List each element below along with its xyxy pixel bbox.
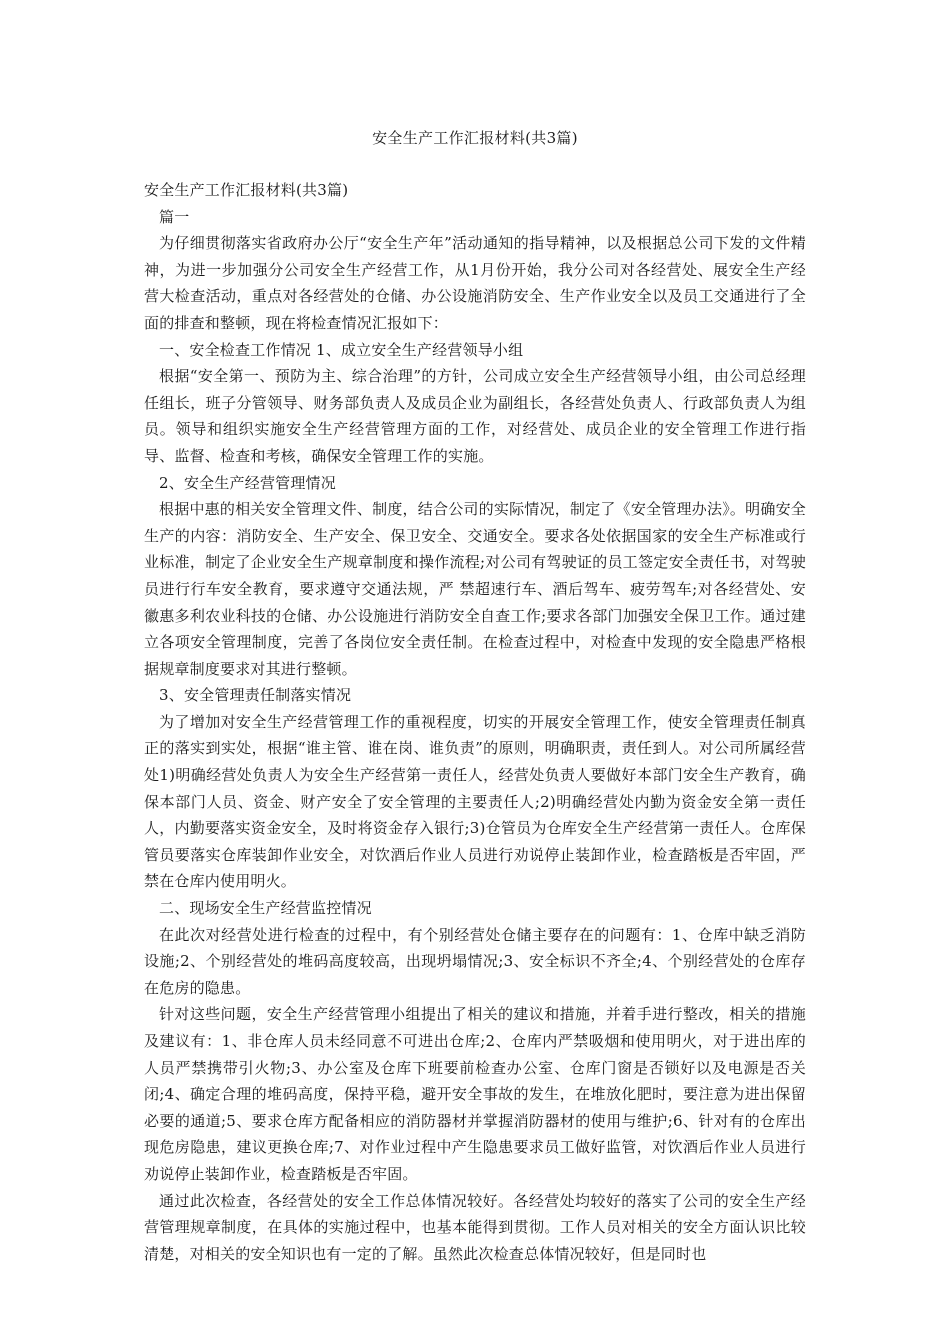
section-heading: 二、现场安全生产经营监控情况 bbox=[159, 899, 372, 918]
paragraph: 通过此次检查，各经营处的安全工作总体情况较好。各经营处均较好的落实了公司的安全生产经营管理规章制度，在具体的实施过程中，也基本能得到贯彻。工作人员对相关的安全方面认识比较清楚，对相关的安全知识也有一定的了解。虽然此次检查总体情况较好，但是同时也 bbox=[144, 1191, 806, 1263]
section-label: 篇一 bbox=[159, 207, 190, 226]
section-heading: 一、安全检查工作情况 1、成立安全生产经营领导小组 bbox=[159, 340, 524, 359]
paragraph: 根据中惠的相关安全管理文件、制度，结合公司的实际情况，制定了《安全管理办法》。明确安全生产的内容：消防安全、生产安全、保卫安全、交通安全。要求各处依据国家的安全生产标准或行业标准，制定了企业安全生产规章制度和操作流程;对公司有驾驶证的员工签定安全责任书，对驾驶员进行行车安全教育，要求遵守交通法规，严 禁超速行车、酒后驾车、疲劳驾车;对各经营处、安徽惠多利农业科技的仓储、办公设施进行消防安全自查工作;要求各部门加强安全保卫工作。通过建立各项安全管理制度，完善了各岗位安全责任制。在检查过程中，对检查中发现的安全隐患严格根据规章制度要求对其进行整顿。 bbox=[144, 500, 806, 678]
document-body bbox=[144, 177, 806, 1267]
document-title: 安全生产工作汇报材料(共3篇) bbox=[372, 129, 578, 147]
body-heading: 安全生产工作汇报材料(共3篇) bbox=[144, 181, 349, 199]
section-heading: 2、安全生产经营管理情况 bbox=[159, 473, 336, 492]
paragraph: 在此次对经营处进行检查的过程中，有个别经营处仓储主要存在的问题有：1、仓库中缺乏消防设施;2、个别经营处的堆码高度较高，出现坍塌情况;3、安全标识不齐全;4、个别经营处的仓库存在危房的隐患。 bbox=[144, 925, 806, 997]
paragraph: 根据“安全第一、预防为主、综合治理”的方针，公司成立安全生产经营领导小组，由公司总经理任组长，班子分管领导、财务部负责人及成员企业为副组长，各经营处负责人、行政部负责人为组员。领导和组织实施安全生产经营管理方面的工作，对经营处、成员企业的安全管理工作进行指导、监督、检查和考核，确保安全管理工作的实施。 bbox=[144, 367, 806, 465]
paragraph: 为了增加对安全生产经营管理工作的重视程度，切实的开展安全管理工作，使安全管理责任制真正的落实到实处，根据“谁主管、谁在岗、谁负责”的原则，明确职责，责任到人。对公司所属经营处1)明确经营处负责人为安全生产经营第一责任人，经营处负责人要做好本部门安全生产教育，确保本部门人员、资金、财产安全了安全管理的主要责任人;2)明确经营处内勤为资金安全第一责任人，内勤要落实资金安全，及时将资金存入银行;3)仓管员为仓库安全生产经营第一责任人。仓库保管员要落实仓库装卸作业安全，对饮酒后作业人员进行劝说停止装卸作业，检查踏板是否牢固，严禁在仓库内使用明火。 bbox=[144, 712, 806, 891]
section-heading: 3、安全管理责任制落实情况 bbox=[159, 686, 352, 705]
paragraph: 针对这些问题，安全生产经营管理小组提出了相关的建议和措施，并着手进行整改，相关的措施及建议有：1、非仓库人员未经同意不可进出仓库;2、仓库内严禁吸烟和使用明火，对于进出库的人员严禁携带引火物;3、办公室及仓库下班要前检查办公室、仓库门窗是否锁好以及电源是否关闭;4、确定合理的堆码高度，保持平稳，避开安全事故的发生，在堆放化肥时，要注意为进出保留必要的通道;5、要求仓库方配备相应的消防器材并掌握消防器材的使用与维护;6、针对有的仓库出现危房隐患，建议更换仓库;7、对作业过程中产生隐患要求员工做好监管，对饮酒后作业人员进行劝说停止装卸作业，检查踏板是否牢固。 bbox=[144, 1005, 806, 1183]
paragraph: 为仔细贯彻落实省政府办公厅“安全生产年”活动通知的指导精神，以及根据总公司下发的文件精神，为进一步加强分公司安全生产经营工作，从1月份开始，我分公司对各经营处、展安全生产经营大检查活动，重点对各经营处的仓储、办公设施消防安全、生产作业安全以及员工交通进行了全面的排查和整顿，现在将检查情况汇报如下： bbox=[144, 234, 806, 332]
